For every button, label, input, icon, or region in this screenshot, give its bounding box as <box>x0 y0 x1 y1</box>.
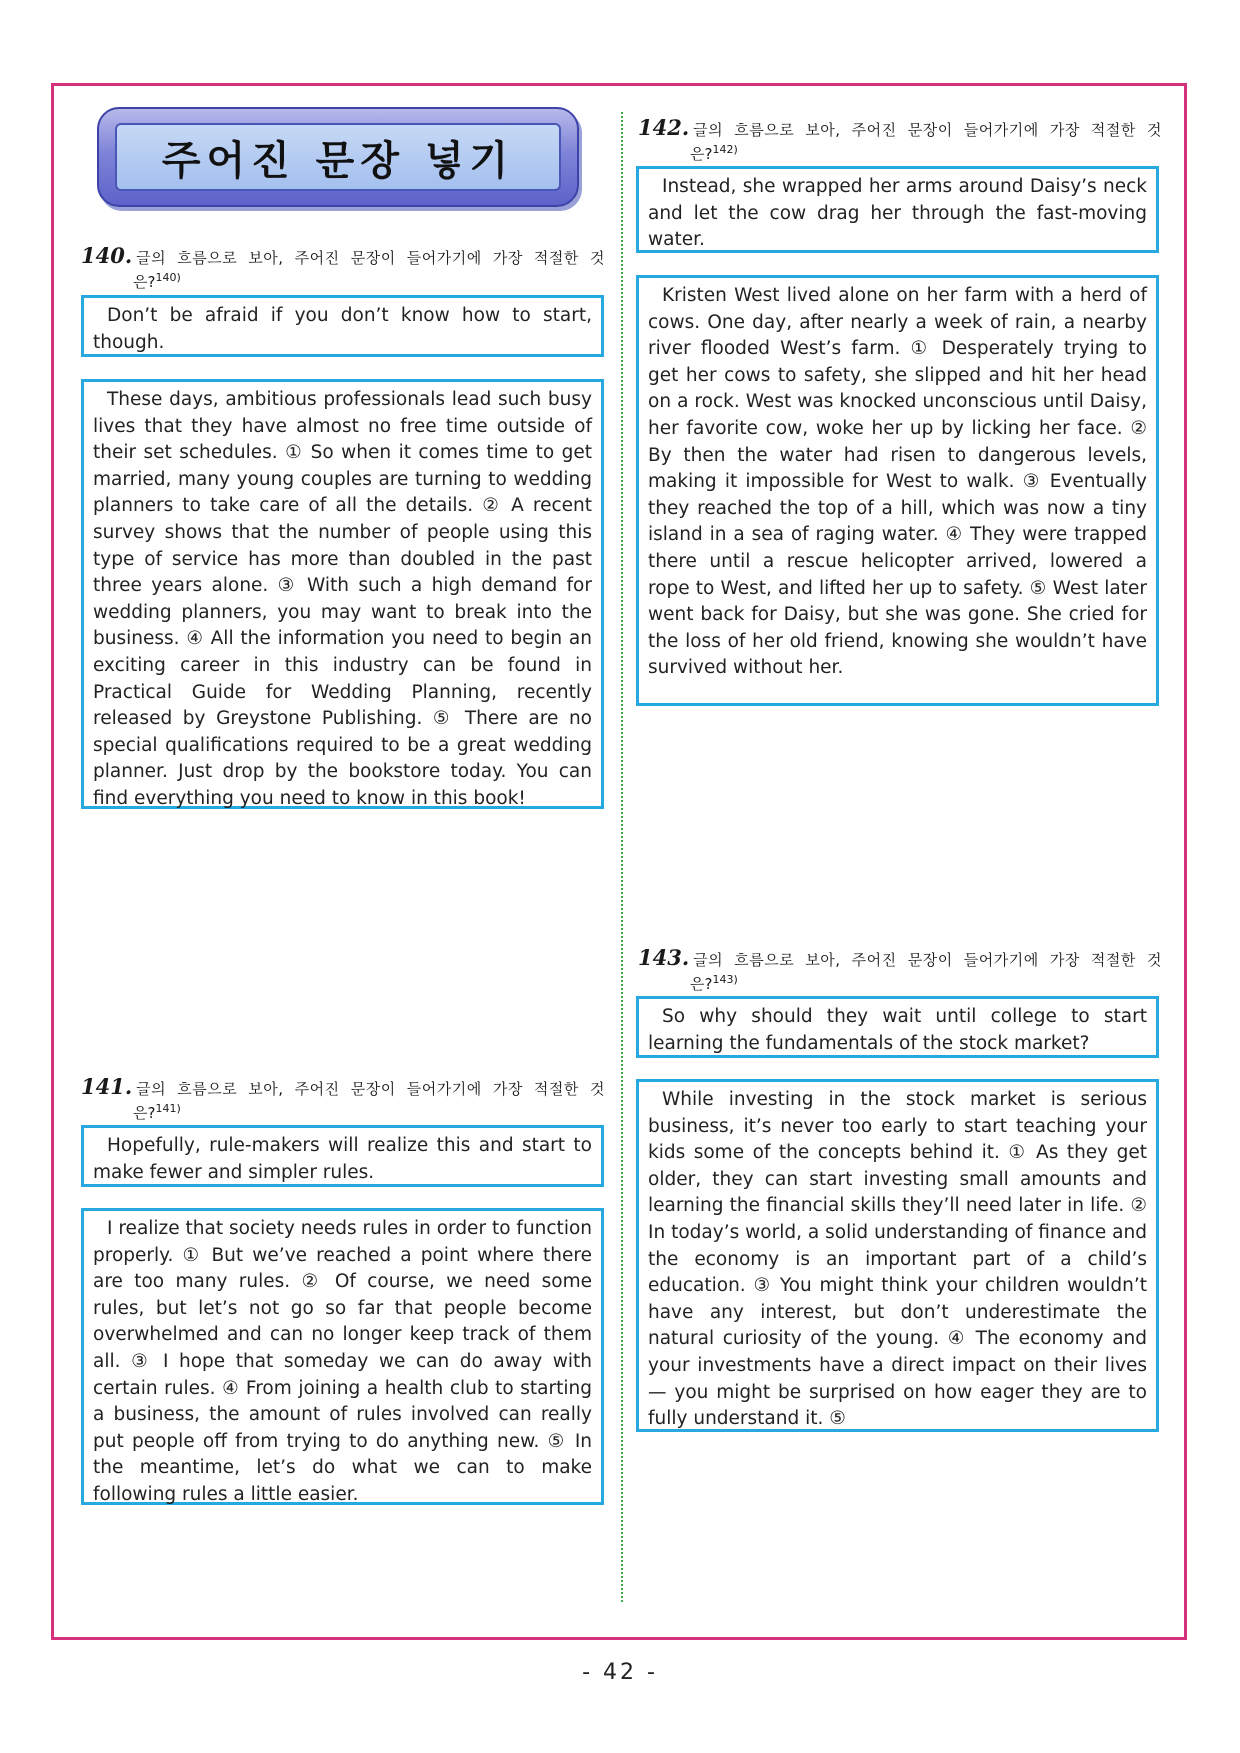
section-title: 주어진 문장 넣기 <box>161 137 515 184</box>
footnote-marker: 143) <box>712 973 738 986</box>
question-prompt: 글의 흐름으로 보아, 주어진 문장이 들어가기에 가장 적절한 것 <box>136 249 605 267</box>
question-140-header <box>81 243 605 292</box>
question-prompt-end: 은? <box>133 273 156 291</box>
question-143-passage <box>636 1079 1159 1432</box>
question-141-passage <box>81 1208 604 1505</box>
page-number: - 42 - <box>582 1660 658 1685</box>
passage-text: These days, ambitious professionals lead such busy lives that they have almost no free time outside of their set schedules. ① So when it comes time to get married, many young couples are turning to wedding planners to take care of all the details. ② A recent survey shows that the number of people using this type of service has more than doubled in the past three years alone. ③ With such a high demand for wedding planners, you may want to break into the business. ④ All the information you need to begin an exciting career in this industry can be found in Practical Guide for Wedding Planning, recently released by Greystone Publishing. ⑤ There are no special qualifications required to be a great wedding planner. Just drop by the bookstore today. You can find everything you need to know in this book! <box>93 389 592 809</box>
passage-text: Kristen West lived alone on her farm with a herd of cows. One day, after nearly a week of rain, a nearby river flooded West’s farm. ① Desperately trying to get her cows to safety, she slipped and hit her head on a rock. West was knocked unconscious until Daisy, her favorite cow, woke her up by licking her face. ② By then the water had risen to dangerous levels, making it impossible for West to walk. ③ Eventually they reached the top of a hill, which was now a tiny island in a sea of raging water. ④ They were trapped there until a rescue helicopter arrived, lowered a rope to West, and lifted her up to safety. ⑤ West later went back for Daisy, but she was gone. She cried for the loss of her old friend, knowing she wouldn’t have survived without her. <box>648 285 1147 679</box>
question-prompt-end: 은? <box>690 975 713 993</box>
given-sentence-text: So why should they wait until college to start learning the fundamentals of the stock market? <box>648 1006 1147 1054</box>
question-143-given-sentence <box>636 996 1159 1058</box>
question-142-passage <box>636 275 1159 706</box>
question-number: 142. <box>638 115 690 140</box>
question-prompt: 글의 흐름으로 보아, 주어진 문장이 들어가기에 가장 적절한 것 <box>693 121 1162 139</box>
question-prompt-end: 은? <box>133 1104 156 1122</box>
footnote-marker: 141) <box>155 1102 181 1115</box>
given-sentence-text: Hopefully, rule-makers will realize this and start to make fewer and simpler rules. <box>93 1135 592 1183</box>
question-prompt-end: 은? <box>690 145 713 163</box>
question-140-given-sentence <box>81 295 604 357</box>
question-number: 141. <box>81 1074 133 1099</box>
question-141-given-sentence <box>81 1125 604 1187</box>
passage-text: While investing in the stock market is serious business, it’s never too early to start teaching your kids some of the concepts behind it. ① As they get older, they can start investing small amounts and learning the financial skills they’ll need later in life. ② In today’s world, a solid understanding of finance and the economy is an important part of a child’s education. ③ You might think your children wouldn’t have any interest, but don’t underestimate the natural curiosity of the young. ④ The economy and your investments have a direct impact on their lives — you might be surprised on how eager they are to fully understand it. ⑤ <box>648 1089 1147 1430</box>
given-sentence-text: Instead, she wrapped her arms around Daisy’s neck and let the cow drag her through the fast-moving water. <box>648 176 1147 251</box>
question-number: 143. <box>638 945 690 970</box>
column-divider <box>621 112 623 1602</box>
section-title-badge <box>97 107 579 207</box>
given-sentence-text: Don’t be afraid if you don’t know how to start, though. <box>93 305 592 353</box>
question-prompt: 글의 흐름으로 보아, 주어진 문장이 들어가기에 가장 적절한 것 <box>136 1080 605 1098</box>
question-143-header <box>638 945 1162 994</box>
section-title-panel <box>115 123 561 191</box>
question-142-given-sentence <box>636 166 1159 253</box>
footnote-marker: 142) <box>712 143 738 156</box>
question-140-passage <box>81 379 604 809</box>
question-141-header <box>81 1074 605 1123</box>
footnote-marker: 140) <box>155 271 181 284</box>
question-number: 140. <box>81 243 133 268</box>
question-142-header <box>638 115 1162 164</box>
passage-text: I realize that society needs rules in order to function properly. ① But we’ve reached a point where there are too many rules. ② Of course, we need some rules, but let’s not go so far that people become overwhelmed and can no longer keep track of them all. ③ I hope that someday we can do away with certain rules. ④ From joining a health club to starting a business, the amount of rules involved can really put people off from trying to do anything new. ⑤ In the meantime, let’s do what we can to make following rules a little easier. <box>93 1218 592 1505</box>
question-prompt: 글의 흐름으로 보아, 주어진 문장이 들어가기에 가장 적절한 것 <box>693 951 1162 969</box>
